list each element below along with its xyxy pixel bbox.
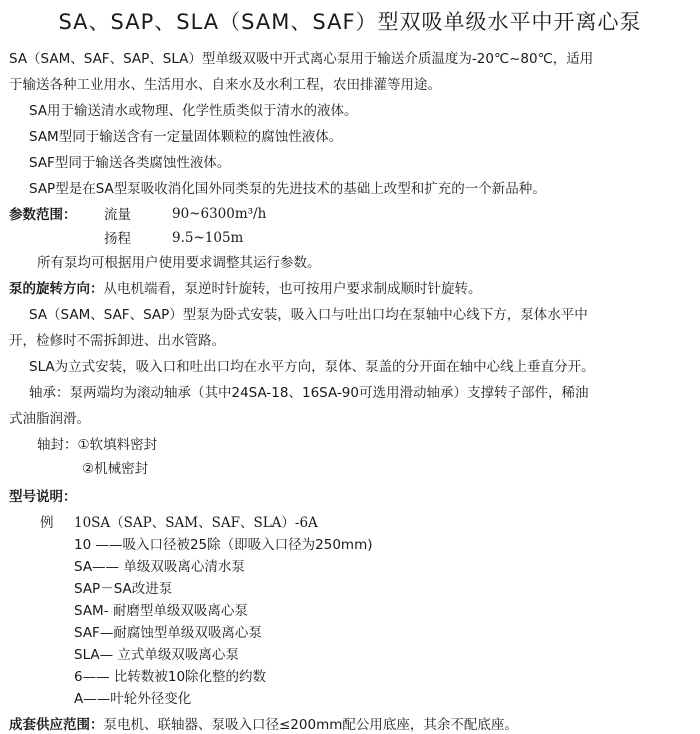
model-example: 10SA（SAP、SAM、SAF、SLA）-6A (74, 515, 318, 531)
model-item: 10 ——吸入口径被25除（即吸入口径为250mm) (74, 537, 373, 553)
model-item: SAM- 耐磨型单级双吸离心泵 (74, 603, 248, 619)
example-prefix: 例 (40, 515, 54, 531)
head-label: 扬程 (104, 231, 131, 247)
model-item: SA—— 单级双吸离心清水泵 (74, 559, 245, 575)
bearing-line-1: 轴承：泵两端均为滚动轴承（其中24SA-18、16SA-90可选用滑动轴承）支撑转子部件，稀油 (29, 385, 589, 401)
intro-line-2: 于输送各种工业用水、生活用水、自来水及水利工程，农田排灌等用途。 (9, 77, 441, 93)
rotation-label: 泵的旋转方向： (9, 281, 104, 297)
flow-label: 流量 (104, 207, 131, 223)
model-label: 型号说明： (9, 489, 77, 505)
page-title: SA、SAP、SLA（SAM、SAF）型双吸单级水平中开离心泵 (58, 10, 642, 34)
bearing-line-2: 式油脂润滑。 (9, 411, 90, 427)
params-label: 参数范围： (9, 207, 77, 223)
model-item: SLA— 立式单级双吸离心泵 (74, 647, 239, 663)
install-line-2: 开，检修时不需拆卸进、出水管路。 (9, 333, 225, 349)
sa-description: SA用于输送清水或物理、化学性质类似于清水的液体。 (29, 103, 358, 119)
sap-description: SAP型是在SA型泵吸收消化国外同类泵的先进技术的基础上改型和扩充的一个新品种。 (29, 181, 546, 197)
rotation-line (9, 280, 482, 298)
seal-line-1: 轴封：①软填料密封 (37, 437, 158, 453)
model-item: SAF—耐腐蚀型单级双吸离心泵 (74, 625, 262, 641)
model-item: A——叶轮外径变化 (74, 691, 192, 707)
rotation-text: 从电机端看，泵逆时针旋转，也可按用户要求制成顺时针旋转。 (103, 281, 482, 297)
sam-description: SAM型同于输送含有一定量固体颗粒的腐蚀性液体。 (29, 129, 343, 145)
flow-value: 90~6300m³/h (172, 206, 267, 222)
supply-label: 成套供应范围： (9, 717, 104, 733)
intro-line-1: SA（SAM、SAF、SAP、SLA）型单级双吸中开式离心泵用于输送介质温度为-20℃~80℃，适用 (9, 51, 594, 67)
sla-install: SLA为立式安装，吸入口和吐出口均在水平方向，泵体、泵盖的分开面在轴中心线上垂直分开。 (29, 359, 595, 375)
supply-text: 泵电机、联轴器、泵吸入口径≤200mm配公用底座，其余不配底座。 (103, 717, 518, 733)
model-item: 6—— 比转数被10除化整的约数 (74, 669, 267, 685)
params-note: 所有泵均可根据用户使用要求调整其运行参数。 (37, 255, 321, 271)
seal-line-2: ②机械密封 (82, 461, 149, 477)
saf-description: SAF型同于输送各类腐蚀性液体。 (29, 155, 231, 171)
install-line-1: SA（SAM、SAF、SAP）型泵为卧式安装，吸入口与吐出口均在泵轴中心线下方，泵体水平中 (29, 307, 588, 323)
supply-line (9, 716, 518, 734)
head-value: 9.5~105m (172, 230, 244, 246)
model-item: SAP－SA改进泵 (74, 581, 173, 597)
